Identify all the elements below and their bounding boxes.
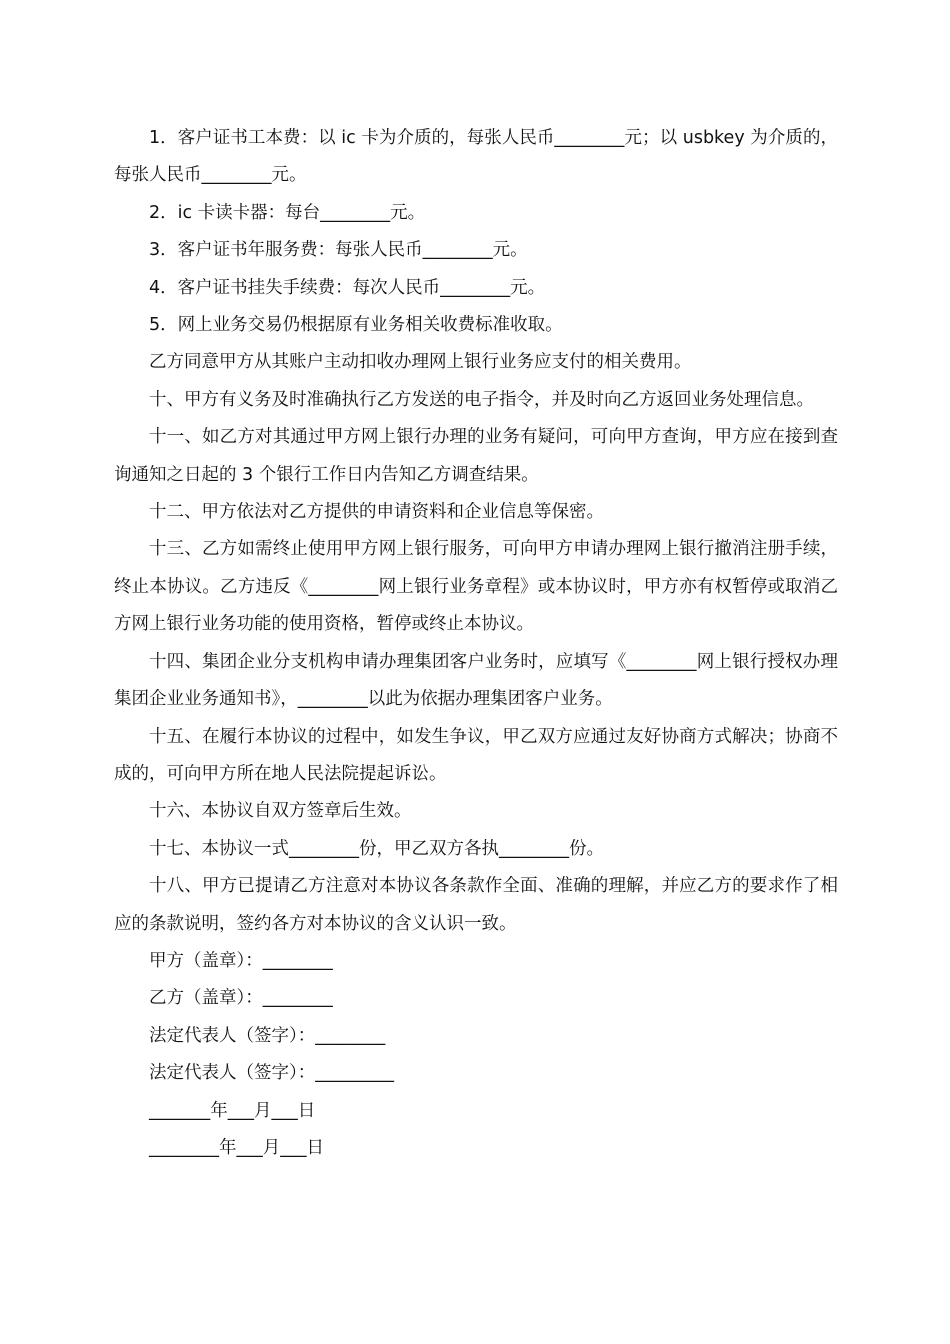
clause-14: 十四、集团企业分支机构申请办理集团客户业务时，应填写《________网上银行授权办理集团企业业务通知书》，________以此为依据办理集团客户业务。: [114, 651, 838, 710]
clause-16: 十六、本协议自双方签章后生效。: [149, 801, 412, 822]
signing-date-line: _______年___月___日: [149, 1100, 316, 1121]
signing-date-line: ________年___月___日: [149, 1137, 324, 1158]
fee-deduction-consent: 乙方同意甲方从其账户主动扣收办理网上银行业务应支付的相关费用。: [149, 352, 692, 373]
fee-item-annual-service: 3．客户证书年服务费：每张人民币________元。: [149, 240, 528, 261]
party-a-seal-line: 甲方（盖章）：________: [149, 950, 333, 971]
signature-block: [114, 943, 838, 1167]
clause-13: 十三、乙方如需终止使用甲方网上银行服务，可向甲方申请办理网上银行撤消注册手续，终止本协议。乙方违反《________网上银行业务章程》或本协议时，甲方亦有权暂停或取消乙方网上银行业务功能的使用资格，暂停或终止本协议。: [114, 539, 838, 635]
clause-12: 十二、甲方依法对乙方提供的申请资料和企业信息等保密。: [149, 502, 604, 523]
clause-17: 十七、本协议一式________份，甲乙双方各执________份。: [149, 838, 604, 859]
clause-18: 十八、甲方已提请乙方注意对本协议各条款作全面、准确的理解，并应乙方的要求作了相应的条款说明，签约各方对本协议的含义认识一致。: [114, 876, 838, 934]
fee-item-card-reader: 2．ic 卡读卡器：每台________元。: [149, 202, 426, 223]
fee-item-transaction: 5．网上业务交易仍根据原有业务相关收费标准收取。: [149, 315, 563, 336]
clause-10: 十、甲方有义务及时准确执行乙方发送的电子指令，并及时向乙方返回业务处理信息。: [149, 389, 814, 410]
agreement-body: [114, 120, 838, 1167]
legal-representative-signature-line: 法定代表人（签字）：_________: [149, 1063, 394, 1084]
fee-item-loss-report: 4．客户证书挂失手续费：每次人民币________元。: [149, 277, 546, 298]
legal-representative-signature-line: 法定代表人（签字）：________: [149, 1025, 386, 1046]
clause-15: 十五、在履行本协议的过程中，如发生争议，甲乙双方应通过友好协商方式解决；协商不成的，可向甲方所在地人民法院提起诉讼。: [114, 726, 838, 784]
fee-item-certificate-cost: 1．客户证书工本费：以 ic 卡为介质的，每张人民币________元；以 usbkey 为介质的，每张人民币________元。: [114, 128, 838, 186]
party-b-seal-line: 乙方（盖章）：________: [149, 988, 333, 1009]
clause-11: 十一、如乙方对其通过甲方网上银行办理的业务有疑问，可向甲方查询，甲方应在接到查询通知之日起的 3 个银行工作日内告知乙方调查结果。: [114, 427, 838, 485]
